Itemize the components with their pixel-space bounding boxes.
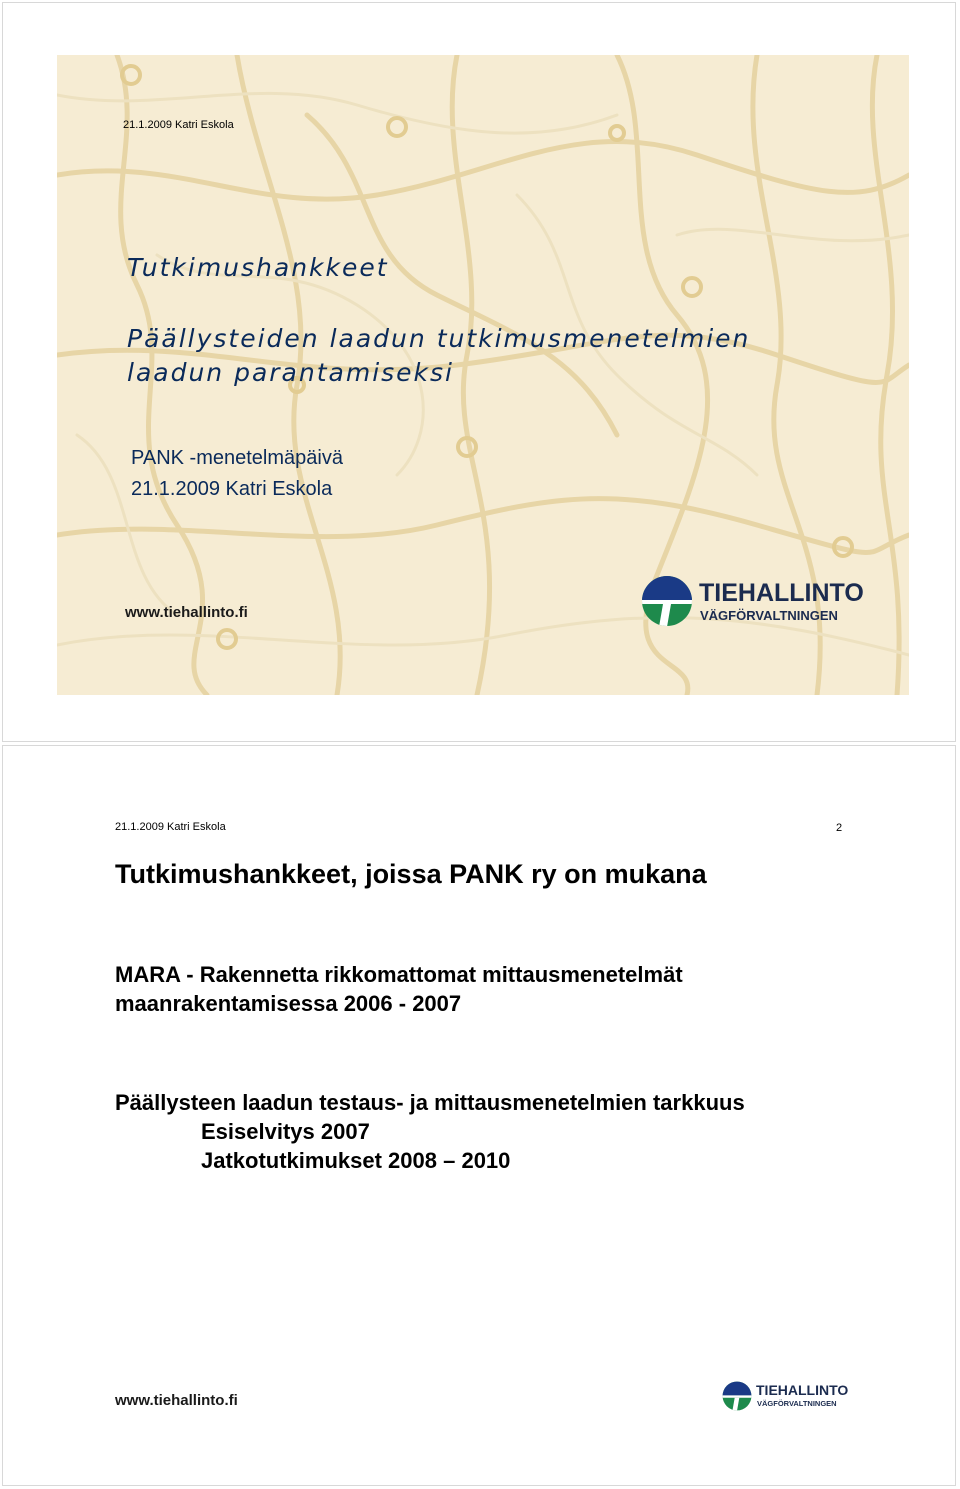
slide-heading: Tutkimushankkeet, joissa PANK ry on mukana — [115, 859, 707, 889]
tiehallinto-logo — [722, 1380, 847, 1414]
logo-name: TIEHALLINTO — [756, 1382, 849, 1398]
event-info — [131, 443, 343, 505]
tiehallinto-logo — [641, 575, 864, 631]
subtitle-line-1: Päällysteiden laadun tutkimusmenetelmien — [127, 324, 751, 353]
website-url: www.tiehallinto.fi — [125, 604, 248, 621]
project-accuracy-line-2: Esiselvitys 2007 — [201, 1119, 370, 1144]
tiehallinto-emblem-icon — [722, 1381, 752, 1411]
project-mara-line-2: maanrakentamisessa 2006 - 2007 — [115, 991, 462, 1016]
project-mara-line-1: MARA - Rakennetta rikkomattomat mittausmenetelmät — [115, 962, 683, 987]
subtitle-line-2: laadun parantamiseksi — [127, 358, 454, 387]
project-accuracy-line-3: Jatkotutkimukset 2008 – 2010 — [201, 1148, 511, 1173]
logo-subtitle: VÄGFÖRVALTNINGEN — [757, 1399, 837, 1408]
page-number: 2 — [836, 822, 843, 834]
slide-subtitle — [127, 322, 847, 390]
slide-header: 21.1.2009 Katri Eskola — [123, 119, 234, 131]
website-url: www.tiehallinto.fi — [115, 1392, 238, 1409]
slide-header: 21.1.2009 Katri Eskola — [115, 821, 226, 833]
slide-content — [2, 745, 956, 1486]
slide-title — [2, 2, 956, 742]
project-accuracy-line-1: Päällysteen laadun testaus- ja mittausmenetelmien tarkkuus — [115, 1090, 745, 1115]
slide-title: Tutkimushankkeet — [127, 253, 389, 282]
logo-name: TIEHALLINTO — [699, 579, 864, 607]
event-name: PANK -menetelmäpäivä — [131, 447, 343, 469]
logo-subtitle: VÄGFÖRVALTNINGEN — [700, 608, 838, 623]
event-date-author: 21.1.2009 Katri Eskola — [131, 478, 333, 500]
tiehallinto-emblem-icon — [641, 575, 693, 627]
project-accuracy — [115, 1088, 745, 1175]
project-mara — [115, 960, 683, 1018]
